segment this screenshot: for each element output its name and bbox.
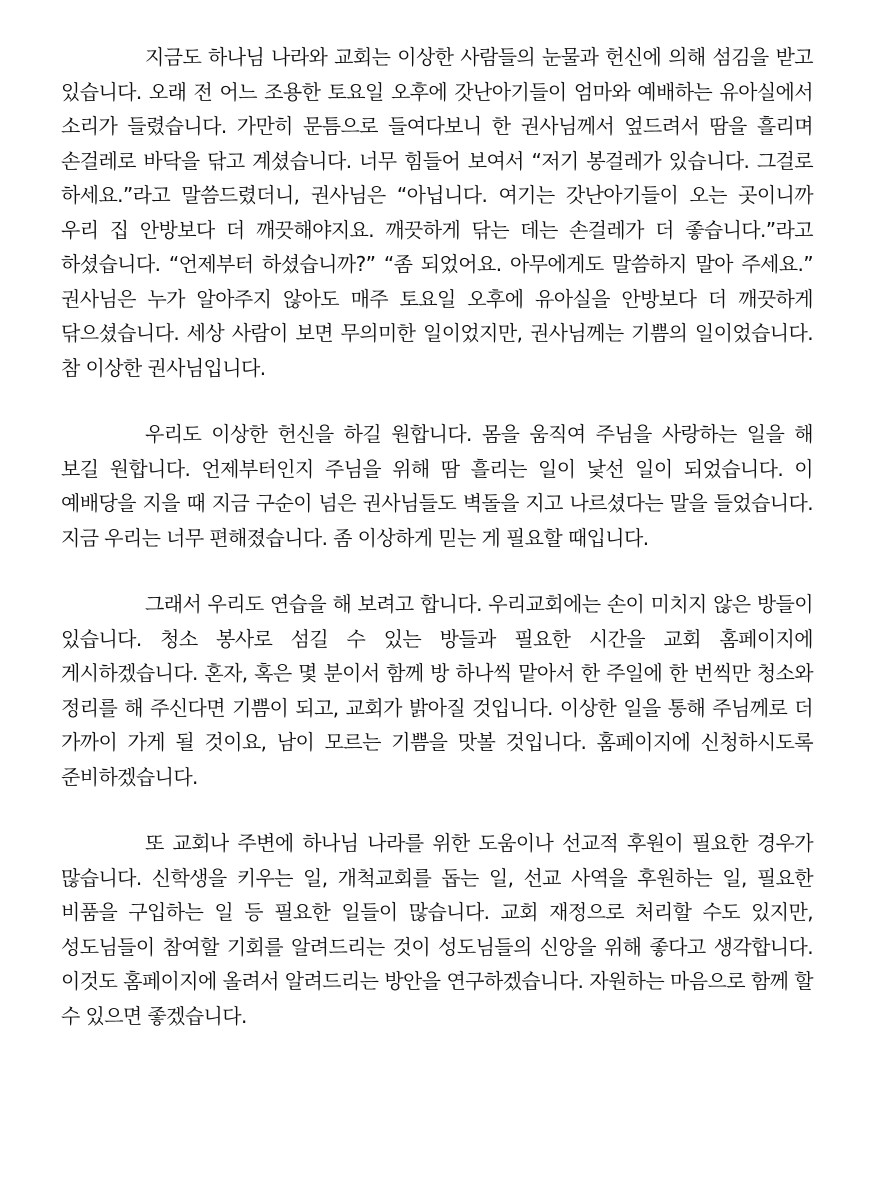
document-body	[61, 40, 813, 1033]
paragraph-3: 그래서 우리도 연습을 해 보려고 합니다. 우리교회에는 손이 미치지 않은 방들이 있습니다. 청소 봉사로 섬길 수 있는 방들과 필요한 시간을 교회 홈페이지에 게시하겠습니다. 혼자, 혹은 몇 분이서 함께 방 하나씩 맡아서 한 주일에 한 번씩만 청소와 정리를 해 주신다면 기쁨이 되고, 교회가 밝아질 것입니다. 이상한 일을 통해 주님께로 더 가까이 가게 될 것이요, 남이 모르는 기쁨을 맛볼 것입니다. 홈페이지에 신청하시도록 준비하겠습니다.	[61, 592, 813, 789]
paragraph-2: 우리도 이상한 헌신을 하길 원합니다. 몸을 움직여 주님을 사랑하는 일을 해 보길 원합니다. 언제부터인지 주님을 위해 땀 흘리는 일이 낯선 일이 되었습니다. 이 예배당을 지을 때 지금 구순이 넘은 권사님들도 벽돌을 지고 나르셨다는 말을 들었습니다. 지금 우리는 너무 편해졌습니다. 좀 이상하게 믿는 게 필요할 때입니다.	[61, 422, 813, 550]
paragraph-4: 또 교회나 주변에 하나님 나라를 위한 도움이나 선교적 후원이 필요한 경우가 많습니다. 신학생을 키우는 일, 개척교회를 돕는 일, 선교 사역을 후원하는 일, 필요한 비품을 구입하는 일 등 필요한 일들이 많습니다. 교회 재정으로 처리할 수도 있지만, 성도님들이 참여할 기회를 알려드리는 것이 성도님들의 신앙을 위해 좋다고 생각합니다. 이것도 홈페이지에 올려서 알려드리는 방안을 연구하겠습니다. 자원하는 마음으로 함께 할 수 있으면 좋겠습니다.	[61, 831, 813, 1028]
paragraph-1: 지금도 하나님 나라와 교회는 이상한 사람들의 눈물과 헌신에 의해 섬김을 받고 있습니다. 오래 전 어느 조용한 토요일 오후에 갓난아기들이 엄마와 예배하는 유아실에서 소리가 들렸습니다. 가만히 문틈으로 들여다보니 한 권사님께서 엎드려서 땀을 흘리며 손걸레로 바닥을 닦고 계셨습니다. 너무 힘들어 보여서 “저기 봉걸레가 있습니다. 그걸로 하세요.”라고 말씀드렸더니, 권사님은 “아닙니다. 여기는 갓난아기들이 오는 곳이니까 우리 집 안방보다 더 깨끗해야지요. 깨끗하게 닦는 데는 손걸레가 더 좋습니다.”라고 하셨습니다. “언제부터 하셨습니까?” “좀 되었어요. 아무에게도 말씀하지 말아 주세요.” 권사님은 누가 알아주지 않아도 매주 토요일 오후에 유아실을 안방보다 더 깨끗하게 닦으셨습니다. 세상 사람이 보면 무의미한 일이었지만, 권사님께는 기쁨의 일이었습니다. 참 이상한 권사님입니다.	[61, 45, 813, 380]
